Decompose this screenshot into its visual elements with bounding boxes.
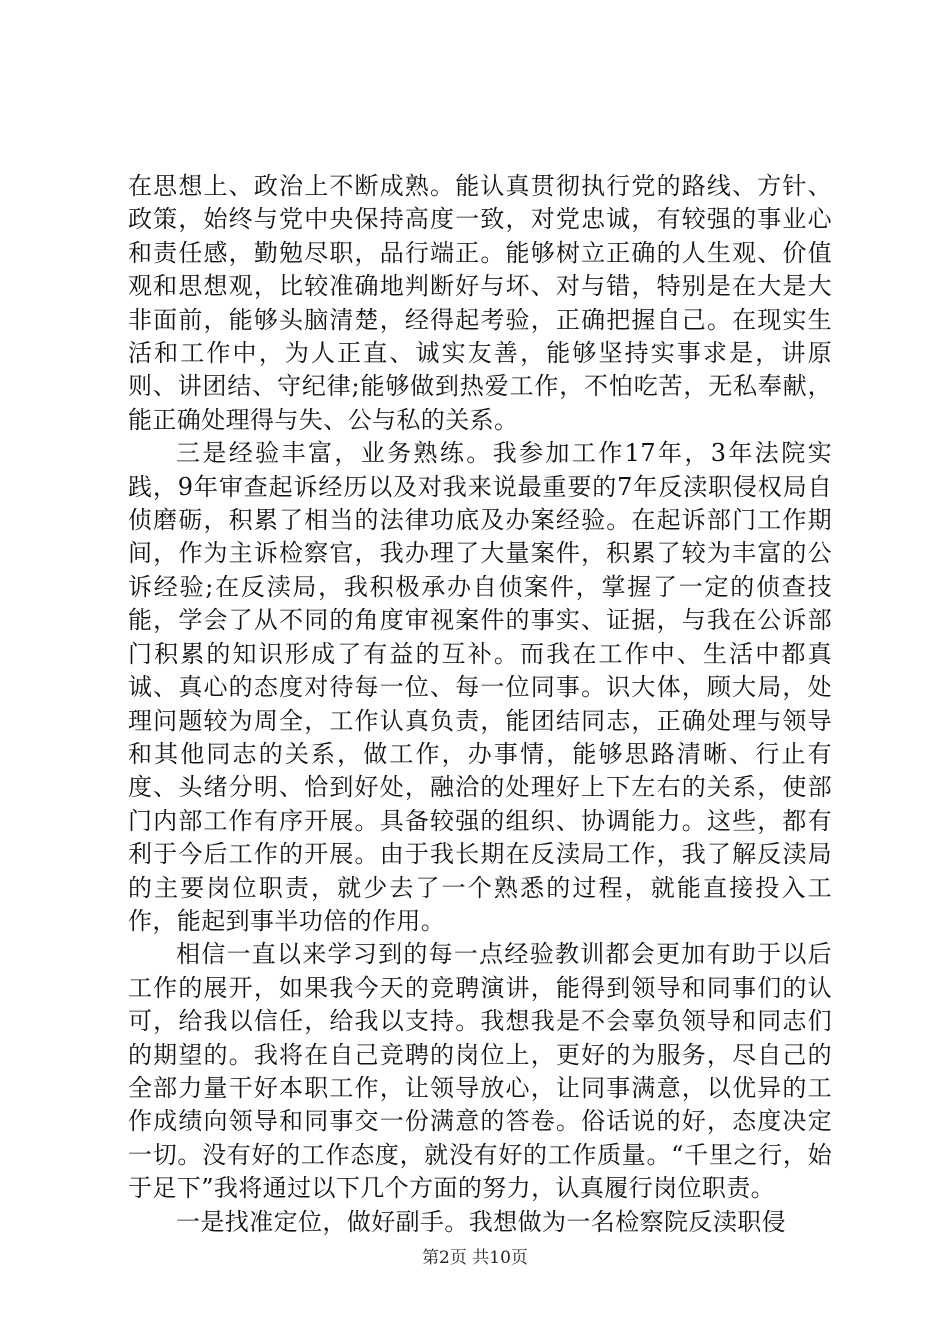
paragraph-political-maturity: 在思想上、政治上不断成熟。能认真贯彻执行党的路线、方针、政策，始终与党中央保持高度一致，对党忠诚，有较强的事业心和责任感，勤勉尽职，品行端正。能够树立正确的人生观、价值观和思想观，比较准确地判断好与坏、对与错，特别是在大是大非面前，能够头脑清楚，经得起考验，正确把握自己。在现实生活和工作中，为人正直、诚实友善，能够坚持实事求是，讲原则、讲团结、守纪律;能够做到热爱工作，不怕吃苦，无私奉献，能正确处理得与失、公与私的关系。 — [128, 172, 832, 434]
document-body — [128, 170, 832, 1239]
paragraph-experience: 三是经验丰富，业务熟练。我参加工作17年，3年法院实践，9年审查起诉经历以及对我来说最重要的7年反渎职侵权局自侦磨砺，积累了相当的法律功底及办案经验。在起诉部门工作期间，作为主诉检察官，我办理了大量案件，积累了较为丰富的公诉经验;在反渎局，我积极承办自侦案件，掌握了一定的侦查技能，学会了从不同的角度审视案件的事实、证据，与我在公诉部门积累的知识形成了有益的互补。而我在工作中、生活中都真诚、真心的态度对待每一位、每一位同事。识大体，顾大局，处理问题较为周全，工作认真负责，能团结同志，正确处理与领导和其他同志的关系，做工作，办事情，能够思路清晰、行止有度、头绪分明、恰到好处，融洽的处理好上下左右的关系，使部门内部工作有序开展。具备较强的组织、协调能力。这些，都有利于今后工作的开展。由于我长期在反渎局工作，我了解反渎局的主要岗位职责，就少去了一个熟悉的过程，就能直接投入工作，能起到事半功倍的作用。 — [128, 439, 832, 935]
paragraph-commitment: 相信一直以来学习到的每一点经验教训都会更加有助于以后工作的展开，如果我今天的竞聘演讲，能得到领导和同事们的认可，给我以信任，给我以支持。我想我是不会辜负领导和同志们的期望的。我将在自己竞聘的岗位上，更好的为服务，尽自己的全部力量干好本职工作，让领导放心，让同事满意，以优异的工作成绩向领导和同事交一份满意的答卷。俗话说的好，态度决定一切。没有好的工作态度，就没有好的工作质量。“千里之行，始于足下”我将通过以下几个方面的努力，认真履行岗位职责。 — [128, 940, 832, 1203]
paragraph-positioning: 一是找准定位，做好副手。我想做为一名检察院反渎职侵 — [176, 1207, 786, 1236]
page-number-footer: 第2页 共10页 — [422, 1248, 528, 1268]
